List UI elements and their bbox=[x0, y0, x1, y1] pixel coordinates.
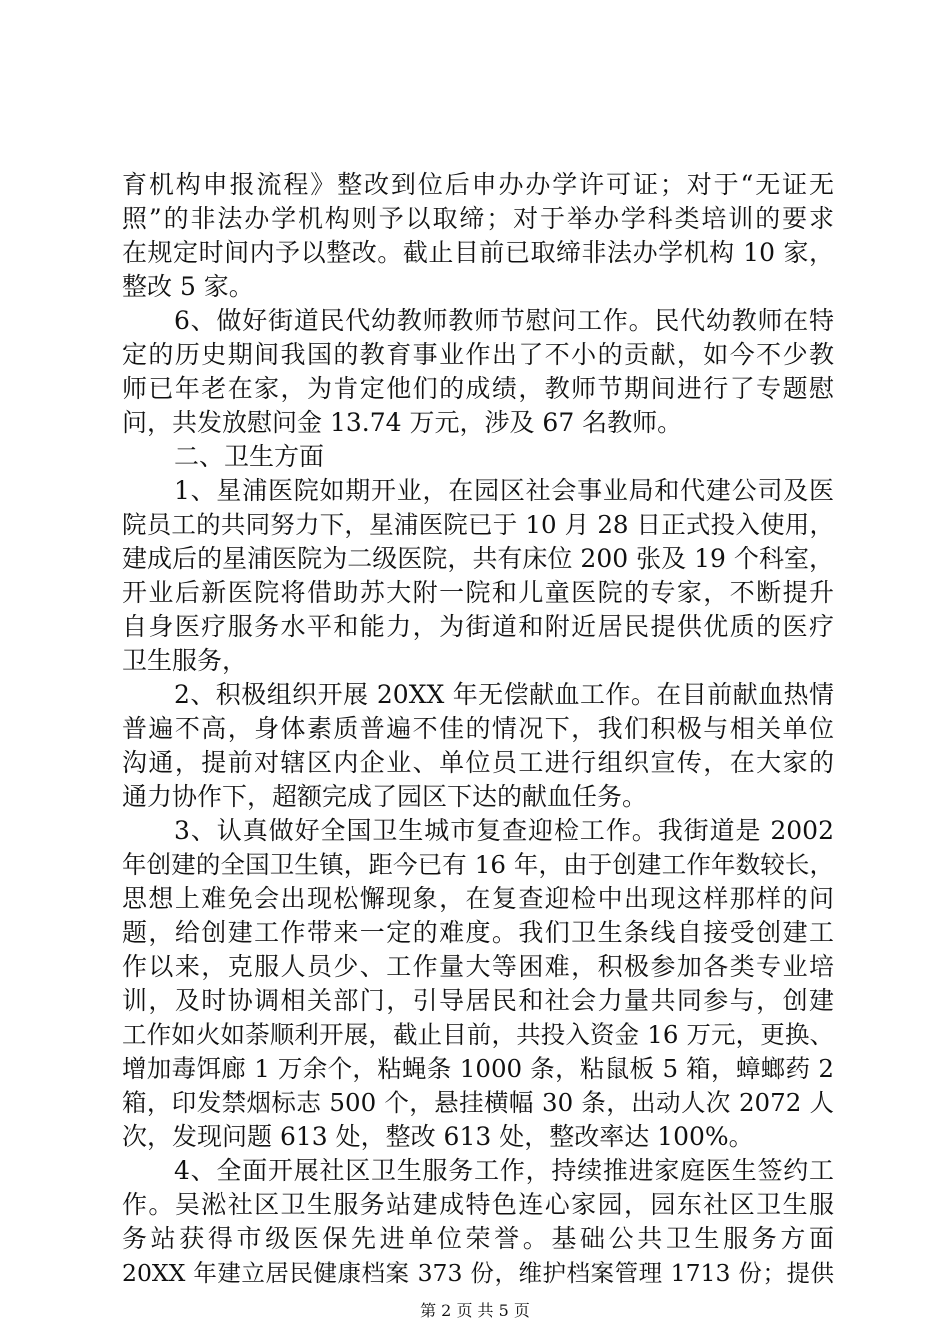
text-line: 卫生服务， bbox=[122, 646, 248, 675]
text-line: 育机构申报流程》整改到位后申办办学许可证；对于“无证无 bbox=[122, 170, 834, 199]
text-line: 照”的非法办学机构则予以取缔；对于举办学科类培训的要求 bbox=[122, 204, 834, 233]
text-line: 作以来，克服人员少、工作量大等困难，积极参加各类专业培 bbox=[122, 952, 834, 981]
text-line: 定的历史期间我国的教育事业作出了不小的贡献，如今不少教 bbox=[122, 340, 834, 369]
text-line: 工作如火如荼顺利开展，截止目前，共投入资金 16 万元，更换、 bbox=[122, 1020, 834, 1049]
text-line: 建成后的星浦医院为二级医院，共有床位 200 张及 19 个科室， bbox=[122, 544, 834, 573]
text-line: 训，及时协调相关部门，引导居民和社会力量共同参与，创建 bbox=[122, 986, 834, 1015]
text-line: 整改 5 家。 bbox=[122, 272, 254, 301]
text-line: 普遍不高，身体素质普遍不佳的情况下，我们积极与相关单位 bbox=[122, 714, 834, 743]
text-line: 6、做好街道民代幼教师教师节慰问工作。民代幼教师在特 bbox=[174, 306, 834, 335]
text-line: 题，给创建工作带来一定的难度。我们卫生条线自接受创建工 bbox=[122, 918, 834, 947]
paragraph bbox=[122, 168, 834, 304]
text-line: 开业后新医院将借助苏大附一院和儿童医院的专家，不断提升 bbox=[122, 578, 834, 607]
text-line: 次，发现问题 613 处，整改 613 处，整改率达 100%。 bbox=[122, 1122, 754, 1151]
text-line: 思想上难免会出现松懈现象，在复查迎检中出现这样那样的问 bbox=[122, 884, 834, 913]
text-line: 师已年老在家，为肯定他们的成绩，教师节期间进行了专题慰 bbox=[122, 374, 834, 403]
text-line: 1、星浦医院如期开业，在园区社会事业局和代建公司及医 bbox=[174, 476, 834, 505]
text-line: 年创建的全国卫生镇，距今已有 16 年，由于创建工作年数较长， bbox=[122, 850, 834, 879]
text-line: 院员工的共同努力下，星浦医院已于 10 月 28 日正式投入使用， bbox=[122, 510, 834, 539]
text-line: 作。吴淞社区卫生服务站建成特色连心家园，园东社区卫生服 bbox=[122, 1190, 834, 1219]
text-line: 务站获得市级医保先进单位荣誉。基础公共卫生服务方面 bbox=[122, 1224, 834, 1253]
text-line: 3、认真做好全国卫生城市复查迎检工作。我街道是 2002 bbox=[174, 816, 834, 845]
body-text bbox=[122, 168, 834, 1290]
paragraph bbox=[122, 474, 834, 678]
text-line: 问，共发放慰问金 13.74 万元，涉及 67 名教师。 bbox=[122, 408, 683, 437]
text-line: 自身医疗服务水平和能力，为街道和附近居民提供优质的医疗 bbox=[122, 612, 834, 641]
paragraph bbox=[122, 1154, 834, 1290]
paragraph bbox=[122, 304, 834, 440]
paragraph bbox=[122, 678, 834, 814]
text-line: 在规定时间内予以整改。截止目前已取缔非法办学机构 10 家， bbox=[122, 238, 834, 267]
page-number-footer: 第 2 页 共 5 页 bbox=[420, 1301, 530, 1320]
text-line: 2、积极组织开展 20XX 年无偿献血工作。在目前献血热情 bbox=[174, 680, 834, 709]
text-line: 4、全面开展社区卫生服务工作，持续推进家庭医生签约工 bbox=[174, 1156, 834, 1185]
heading-text: 二、卫生方面 bbox=[174, 442, 325, 471]
text-line: 通力协作下，超额完成了园区下达的献血任务。 bbox=[122, 782, 648, 811]
text-line: 增加毒饵廊 1 万余个，粘蝇条 1000 条，粘鼠板 5 箱，蟑螂药 2 bbox=[122, 1054, 834, 1083]
text-line: 20XX 年建立居民健康档案 373 份，维护档案管理 1713 份；提供 bbox=[122, 1259, 834, 1287]
text-line: 沟通，提前对辖区内企业、单位员工进行组织宣传，在大家的 bbox=[122, 748, 834, 777]
paragraph bbox=[122, 814, 834, 1154]
text-line: 箱，印发禁烟标志 500 个，悬挂横幅 30 条，出动人次 2072 人 bbox=[122, 1088, 834, 1117]
section-heading bbox=[122, 440, 834, 474]
